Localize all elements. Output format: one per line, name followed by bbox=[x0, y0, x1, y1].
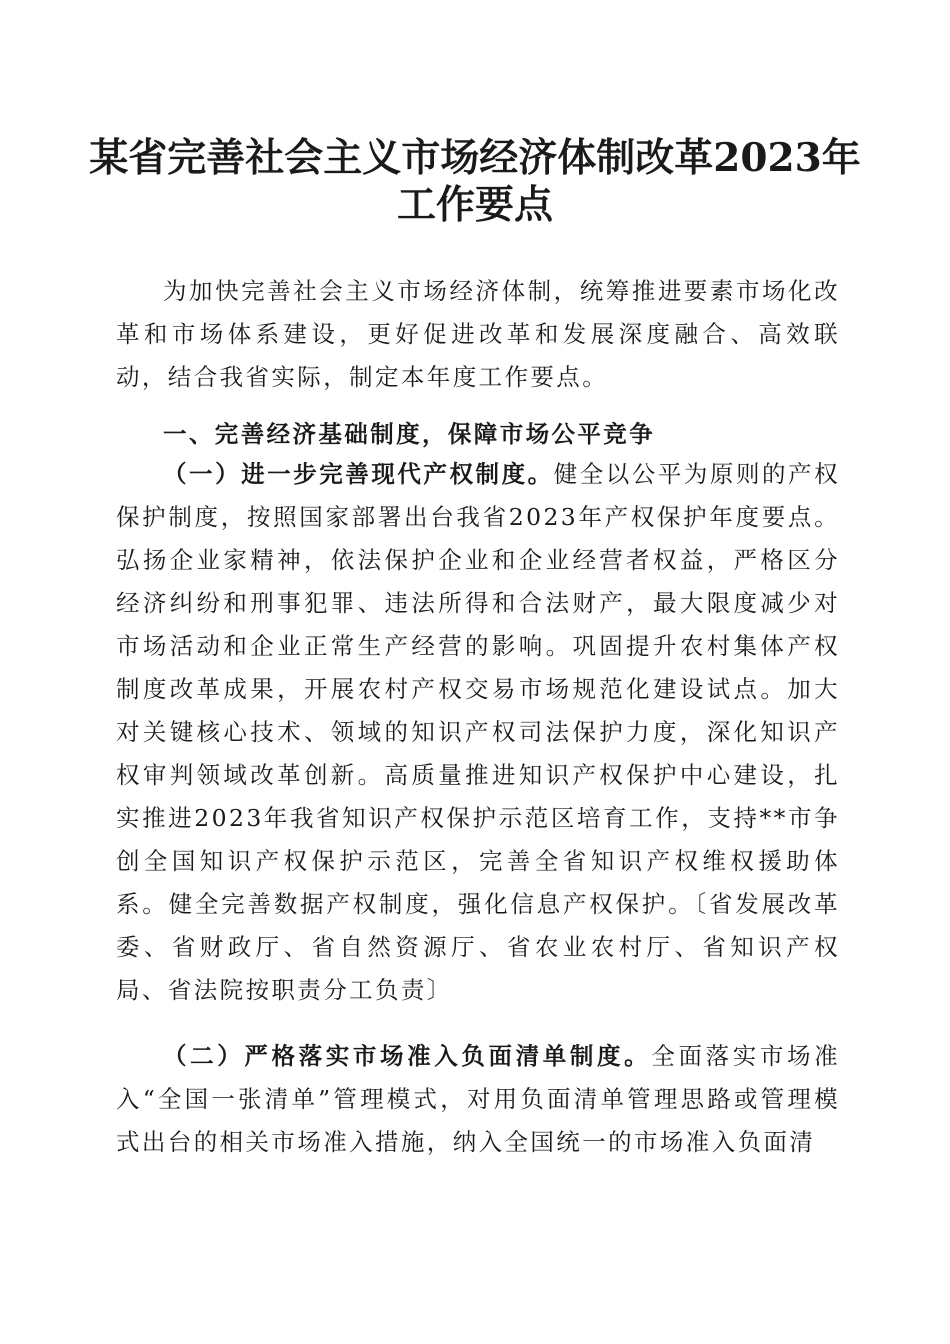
item-1-text: 健全以公平为原则的产权保护制度，按照国家部署出台我省2023年产权保护年度要点。弘扬企业家精神，依法保护企业和企业经营者权益，严格区分经济纠纷和刑事犯罪、违法所得和合法财产，最大限度减少对市场活动和企业正常生产经营的影响。巩固提升农村集体产权制度改革成果，开展农村产权交易市场规范化建设试点。加大对关键核心技术、领域的知识产权司法保护力度，深化知识产权审判领域改革创新。高质量推进知识产权保护中心建设，扎实推进2023年我省知识产权保护示范区培育工作，支持**市争创全国知识产权保护示范区，完善全省知识产权维权援助体系。健全完善数据产权制度，强化信息产权保护。〔省发展改革委、省财政厅、省自然资源厅、省农业农村厅、省知识产权局、省法院按职责分工负责〕 bbox=[116, 460, 840, 1004]
document-title-line-2: 工作要点 bbox=[396, 182, 553, 228]
item-2-paragraph bbox=[116, 1035, 840, 1164]
document-title-line-1: 某省完善社会主义市场经济体制改革2023年 bbox=[89, 135, 861, 181]
item-1-lead: （一）进一步完善现代产权制度。 bbox=[163, 460, 554, 488]
item-2-text: 全面落实市场准入“全国一张清单”管理模式，对用负面清单管理思路或管理模式出台的相关市场准入措施，纳入全国统一的市场准入负面清 bbox=[116, 1042, 840, 1156]
intro-paragraph: 为加快完善社会主义市场经济体制，统筹推进要素市场化改革和市场体系建设，更好促进改革和发展深度融合、高效联动，结合我省实际，制定本年度工作要点。 bbox=[116, 277, 840, 391]
section-1-heading: 一、完善经济基础制度，保障市场公平竞争 bbox=[163, 420, 656, 448]
item-1-paragraph bbox=[116, 453, 840, 1012]
item-2-lead: （二）严格落实市场准入负面清单制度。 bbox=[163, 1042, 652, 1070]
